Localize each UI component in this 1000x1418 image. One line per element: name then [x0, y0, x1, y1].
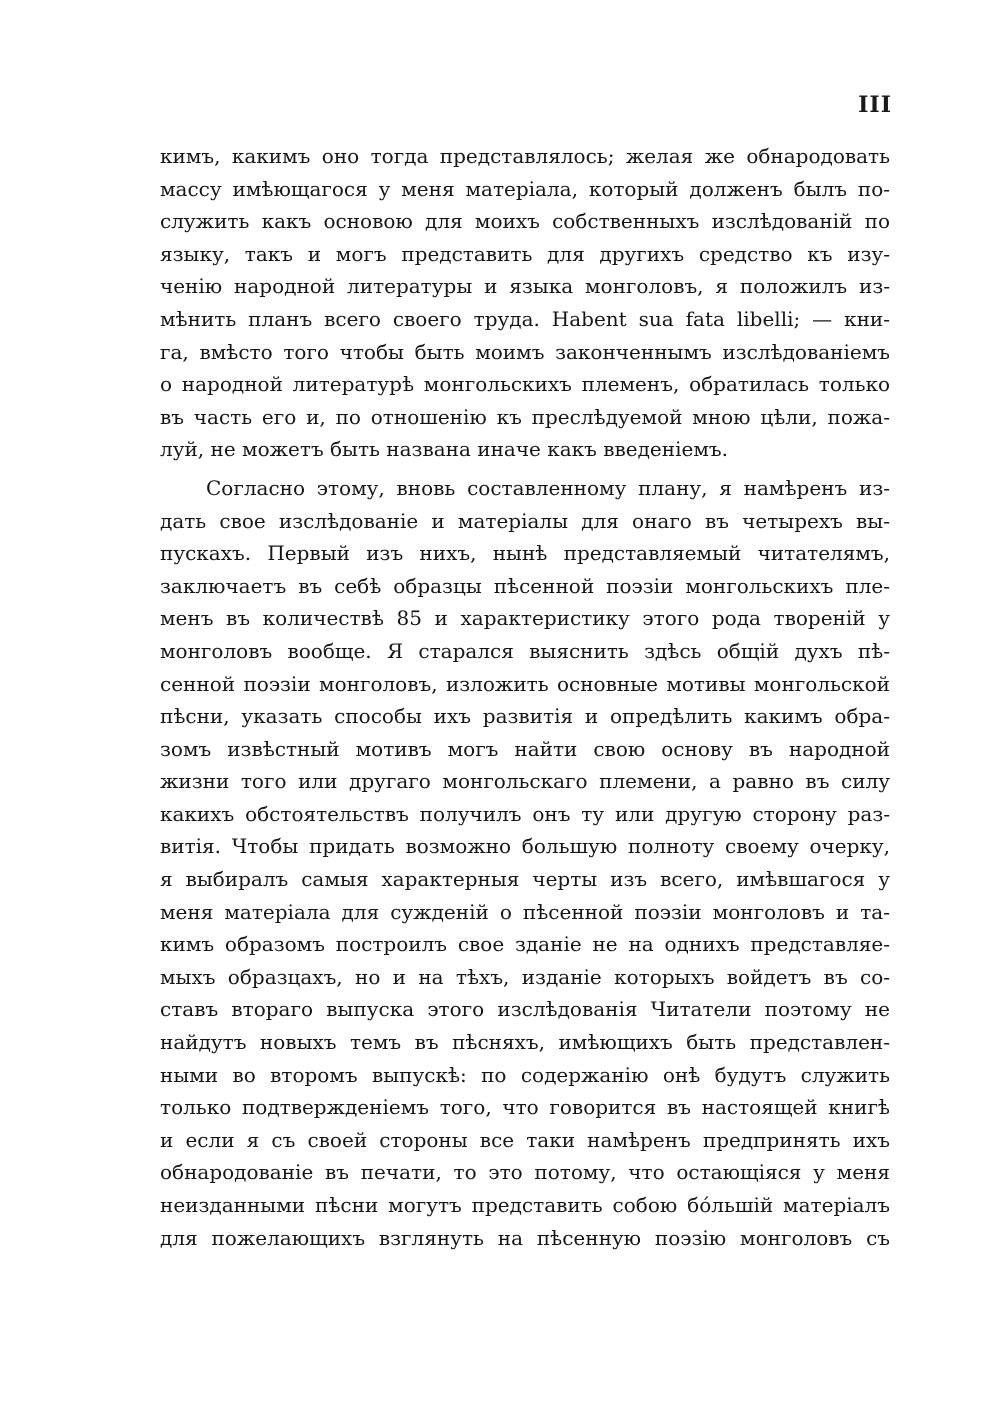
text-line: обнародованіе въ печати, то это потому, что остающіяся у меня [160, 1160, 890, 1185]
paragraph-1 [160, 140, 890, 466]
text-line: пѣсни, указать способы ихъ развитія и опредѣлить какимъ обра- [160, 704, 890, 729]
text-line: какихъ обстоятельствъ получилъ онъ ту или другую сторону раз- [160, 801, 890, 826]
text-line: га, вмѣсто того чтобы быть моимъ законченнымъ изслѣдованіемъ [160, 339, 890, 364]
paragraph-2 [160, 472, 890, 1254]
text-line: въ часть его и, по отношенію къ преслѣдуемой мною цѣли, пожа- [160, 404, 890, 429]
page-number: III [858, 92, 892, 118]
text-line: служить какъ основою для моихъ собственныхъ изслѣдованій по [160, 209, 890, 234]
text-line: и если я съ своей стороны все таки намѣренъ предпринять ихъ [160, 1127, 890, 1152]
text-line: заключаетъ въ себѣ образцы пѣсенной поэзіи монгольскихъ пле- [160, 573, 890, 598]
text-line: языку, такъ и могъ представить для другихъ средство къ изу- [160, 241, 890, 266]
text-line: ставъ втораго выпуска этого изслѣдованія Читатели поэтому не [160, 997, 890, 1022]
text-line: зомъ извѣстный мотивъ могъ найти свою основу въ народной [160, 736, 890, 761]
text-line: дать свое изслѣдованіе и матеріалы для онаго въ четырехъ вы- [160, 508, 890, 533]
text-line: неизданными пѣсни могутъ представить собою бо́льшій матеріалъ [160, 1193, 890, 1217]
text-line: жизни того или другаго монгольскаго племени, а равно въ силу [160, 769, 890, 794]
text-line: витія. Чтобы придать возможно большую полноту своему очерку, [160, 834, 890, 859]
text-line: я выбиралъ самыя характерныя черты изъ всего, имѣвшагося у [160, 867, 890, 892]
text-line: мѣнить планъ всего своего труда. Habent sua fata libelli; — кни- [160, 306, 890, 331]
text-line: пускахъ. Первый изъ нихъ, нынѣ представляемый читателямъ, [160, 541, 890, 566]
text-line: менъ въ количествѣ 85 и характеристику этого рода твореній у [160, 606, 890, 631]
text-line: луй, не можетъ быть названа иначе какъ введеніемъ. [160, 437, 728, 462]
text-line: сенной поэзіи монголовъ, изложить основные мотивы монгольской [160, 671, 890, 696]
text-line: мыхъ образцахъ, но и на тѣхъ, изданіе которыхъ войдетъ въ со- [160, 964, 890, 989]
text-line: массу имѣющагося у меня матеріала, который долженъ былъ по- [160, 176, 890, 201]
text-line: кимъ, какимъ оно тогда представлялось; желая же обнародовать [160, 144, 890, 168]
body-text [160, 140, 890, 1254]
text-line: монголовъ вообще. Я старался выяснить здѣсь общій духъ пѣ- [160, 638, 890, 663]
text-line: ными во второмъ выпускѣ: по содержанію онѣ будутъ служить [160, 1062, 890, 1087]
text-line: о народной литературѣ монгольскихъ племенъ, обратилась только [160, 372, 890, 397]
text-line: кимъ образомъ построилъ свое зданіе не на однихъ представляе- [160, 932, 890, 957]
text-line: Согласно этому, вновь составленному плану, я намѣренъ из- [206, 475, 890, 500]
text-line: ченію народной литературы и языка монголовъ, я положилъ из- [160, 274, 890, 299]
text-line: для пожелающихъ взглянуть на пѣсенную поэзію монголовъ съ [160, 1225, 890, 1250]
text-line: меня матеріала для сужденій о пѣсенной поэзіи монголовъ и та- [160, 899, 890, 924]
text-line: только подтвержденіемъ того, что говорится въ настоящей книгѣ [160, 1095, 890, 1120]
text-line: найдутъ новыхъ темъ въ пѣсняхъ, имѣющихъ быть представлен- [160, 1030, 890, 1055]
